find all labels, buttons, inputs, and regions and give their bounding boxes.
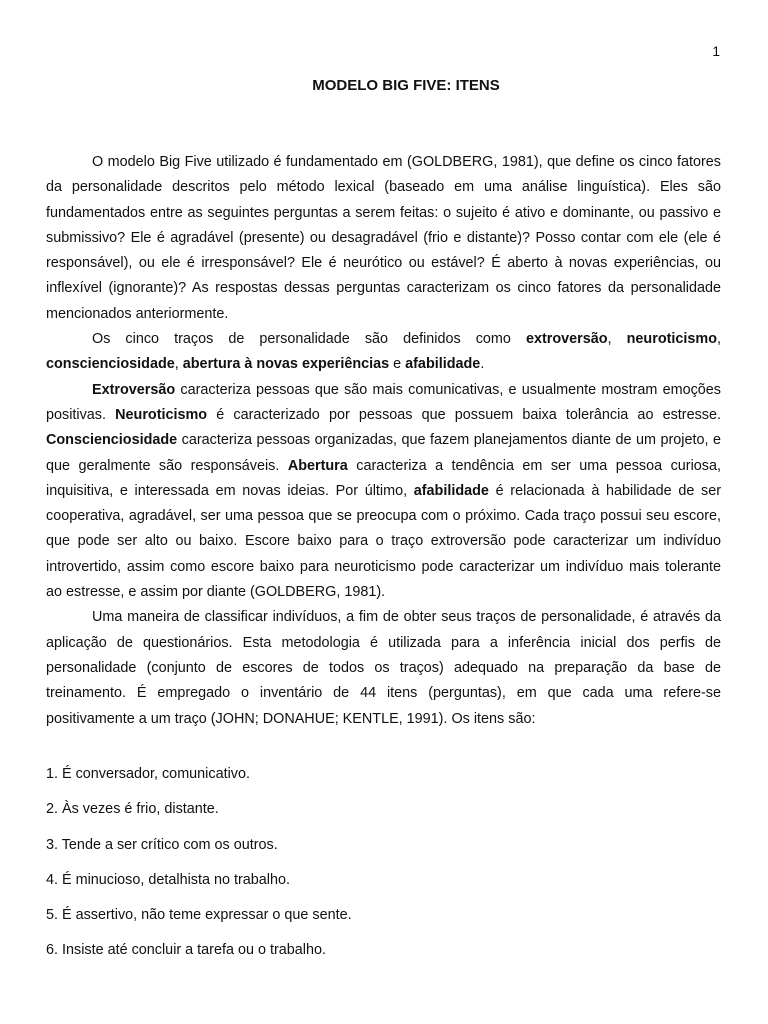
list-item: 4. É minucioso, detalhista no trabalho.	[46, 871, 290, 888]
bold-term: conscienciosidade	[46, 356, 175, 373]
item-list	[46, 764, 721, 976]
text-run: ,	[717, 331, 721, 348]
bold-term: abertura à novas experiências	[182, 356, 390, 373]
document-title: MODELO BIG FIVE: ITENS	[312, 77, 500, 94]
paragraph	[46, 378, 721, 606]
bold-term: Extroversão	[92, 381, 176, 398]
text-run: é relacionada à habilidade de ser cooperativa, agradável, ser uma pessoa que se preocupa com o próximo. Cada traço possui seu escore, que pode ser alto ou baixo. Escore baixo para o traço extroversão pode caracterizar um indivíduo introvertido, assim como escore baixo para neuroticismo pode caracterizar um indivíduo mais tolerante ao estresse, e assim por diante (GOLDBERG, 1981).	[46, 482, 721, 601]
text-run: caracteriza pessoas organizadas, que fazem planejamentos diante de um projeto, e que geralmente são responsáveis.	[46, 432, 721, 474]
list-item: 5. É assertivo, não teme expressar o que sente.	[46, 907, 352, 924]
text-run: caracteriza pessoas que são mais comunicativas, e usualmente mostram emoções positivas.	[46, 381, 721, 423]
list-item: 3. Tende a ser crítico com os outros.	[46, 836, 278, 853]
text-run: .	[480, 356, 485, 373]
page-number: 1	[712, 43, 720, 59]
text-run: Uma maneira de classificar indivíduos, a fim de obter seus traços de personalidade, é através da aplicação de questionários. Esta metodologia é utilizada para a inferência inicial dos perfis de personalidade (conjunto de escores de todos os traços) adequado na preparação da base de treinamento. É empregado o inventário de 44 itens (perguntas), em que cada uma refere-se positivamente a um traço (JOHN; DONAHUE; KENTLE, 1991). Os itens são:	[46, 609, 721, 727]
paragraph	[46, 150, 721, 327]
list-item: 1. É conversador, comunicativo.	[46, 766, 250, 782]
bold-term: afabilidade	[405, 356, 481, 373]
bold-term: Neuroticismo	[115, 406, 208, 423]
bold-term: Abertura	[287, 457, 348, 474]
text-run: ,	[607, 331, 627, 348]
bold-term: afabilidade	[413, 482, 489, 499]
list-item: 2. Às vezes é frio, distante.	[46, 801, 219, 818]
list-item: 6. Insiste até concluir a tarefa ou o trabalho.	[46, 942, 326, 959]
text-run: caracteriza a tendência em ser uma pessoa curiosa, inquisitiva, e interessada em novas ideias. Por último,	[46, 457, 721, 499]
text-run: Os cinco traços de personalidade são definidos como	[92, 331, 526, 348]
text-run: O modelo Big Five utilizado é fundamentado em (GOLDBERG, 1981), que define os cinco fatores da personalidade descritos pelo método lexical (baseado em uma análise linguística). Eles são fundamentados entre as seguintes perguntas a serem feitas: o sujeito é ativo e dominante, ou passivo e submissivo? Ele é agradável (presente) ou desagradável (frio e distante)? Posso contar com ele (ele é responsável), ou ele é irresponsável? Ele é neurótico ou estável? É aberto à novas experiências, ou inflexível (ignorante)? As respostas dessas perguntas caracterizam os cinco fatores da personalidade mencionados anteriormente.	[46, 154, 721, 322]
text-run: e	[389, 356, 406, 373]
bold-term: neuroticismo	[626, 331, 717, 348]
paragraph	[46, 327, 721, 378]
paragraph	[46, 605, 721, 731]
document-body	[46, 150, 721, 732]
bold-term: extroversão	[525, 331, 608, 348]
text-run: ,	[174, 356, 183, 373]
bold-term: Conscienciosidade	[46, 432, 178, 449]
text-run: é caracterizado por pessoas que possuem baixa tolerância ao estresse.	[207, 406, 721, 423]
